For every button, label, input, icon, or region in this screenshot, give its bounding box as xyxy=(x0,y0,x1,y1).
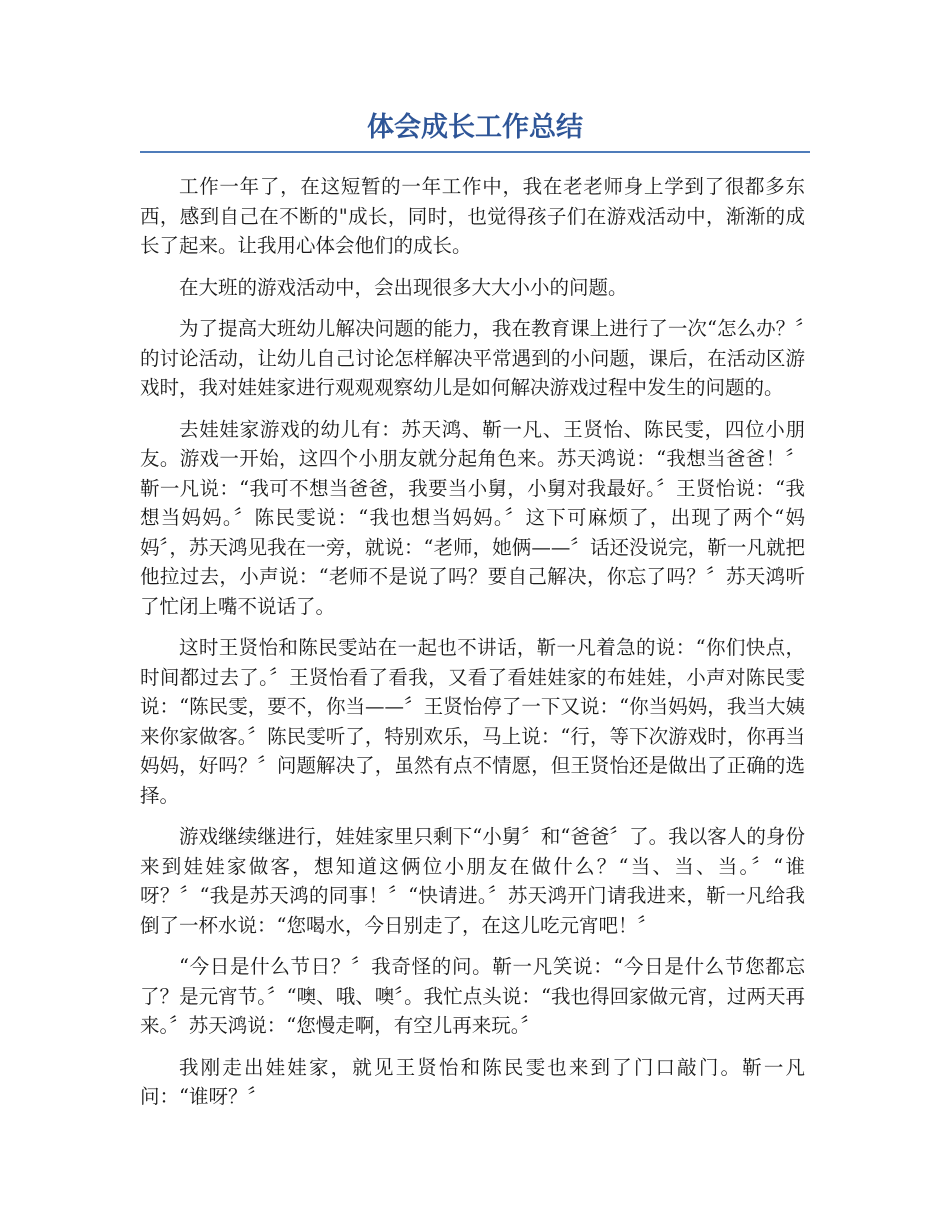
paragraph: 为了提高大班幼儿解决问题的能力，我在教育课上进行了一次“怎么办？〞的讨论活动，让幼儿自己讨论怎样解决平常遇到的小问题，课后，在活动区游戏时，我对娃娃家进行观观观察幼儿是如何解决游戏过程中发生的问题的。 xyxy=(140,317,805,399)
paragraph: 游戏继续继进行，娃娃家里只剩下“小舅〞和“爸爸〞了。我以客人的身份来到娃娃家做客，想知道这俩位小朋友在做什么？“当、当、当。〞“谁呀？〞“我是苏天鸿的同事！〞“快请进。〞苏天鸿开门请我进来，靳一凡给我倒了一杯水说：“您喝水，今日别走了，在这儿吃元宵吧！〞 xyxy=(140,825,805,937)
page-title: 体会成长工作总结 xyxy=(367,112,583,143)
paragraph: “今日是什么节日？〞我奇怪的问。靳一凡笑说：“今日是什么节您都忘了？是元宵节。〞“噢、哦、噢〞。我忙点头说：“我也得回家做元宵，过两天再来。〞苏天鸿说：“您慢走啊，有空儿再来玩。〞 xyxy=(140,955,805,1037)
paragraph: 这时王贤怡和陈民雯站在一起也不讲话，靳一凡着急的说：“你们快点，时间都过去了。〞王贤怡看了看我，又看了看娃娃家的布娃娃，小声对陈民雯说：“陈民雯，要不，你当——〞王贤怡停了一下又说：“你当妈妈，我当大姨来你家做客。〞陈民雯听了，特别欢乐，马上说：“行，等下次游戏时，你再当妈妈，好吗？〞问题解决了，虽然有点不情愿，但王贤怡还是做出了正确的选择。 xyxy=(140,636,805,807)
title-underline xyxy=(140,151,810,153)
paragraph: 我刚走出娃娃家，就见王贤怡和陈民雯也来到了门口敲门。靳一凡问：“谁呀？〞 xyxy=(140,1055,805,1108)
paragraph: 在大班的游戏活动中，会出现很多大大小小的问题。 xyxy=(179,275,628,299)
paragraph: 去娃娃家游戏的幼儿有：苏天鸿、靳一凡、王贤怡、陈民雯，四位小朋友。游戏一开始，这四个小朋友就分起角色来。苏天鸿说：“我想当爸爸！〞靳一凡说：“我可不想当爸爸，我要当小舅，小舅对我最好。〞王贤怡说：“我想当妈妈。〞陈民雯说：“我也想当妈妈。〞这下可麻烦了，出现了两个“妈妈〞，苏天鸿见我在一旁，就说：“老师，她俩——〞话还没说完，靳一凡就把他拉过去，小声说：“老师不是说了吗？要自己解决，你忘了吗？〞苏天鸿听了忙闭上嘴不说话了。 xyxy=(140,417,805,618)
document-body xyxy=(140,172,805,1124)
paragraph: 工作一年了，在这短暂的一年工作中，我在老老师身上学到了很都多东西，感到自己在不断的"成长，同时，也觉得孩子们在游戏活动中，渐渐的成长了起来。让我用心体会他们的成长。 xyxy=(140,175,805,257)
